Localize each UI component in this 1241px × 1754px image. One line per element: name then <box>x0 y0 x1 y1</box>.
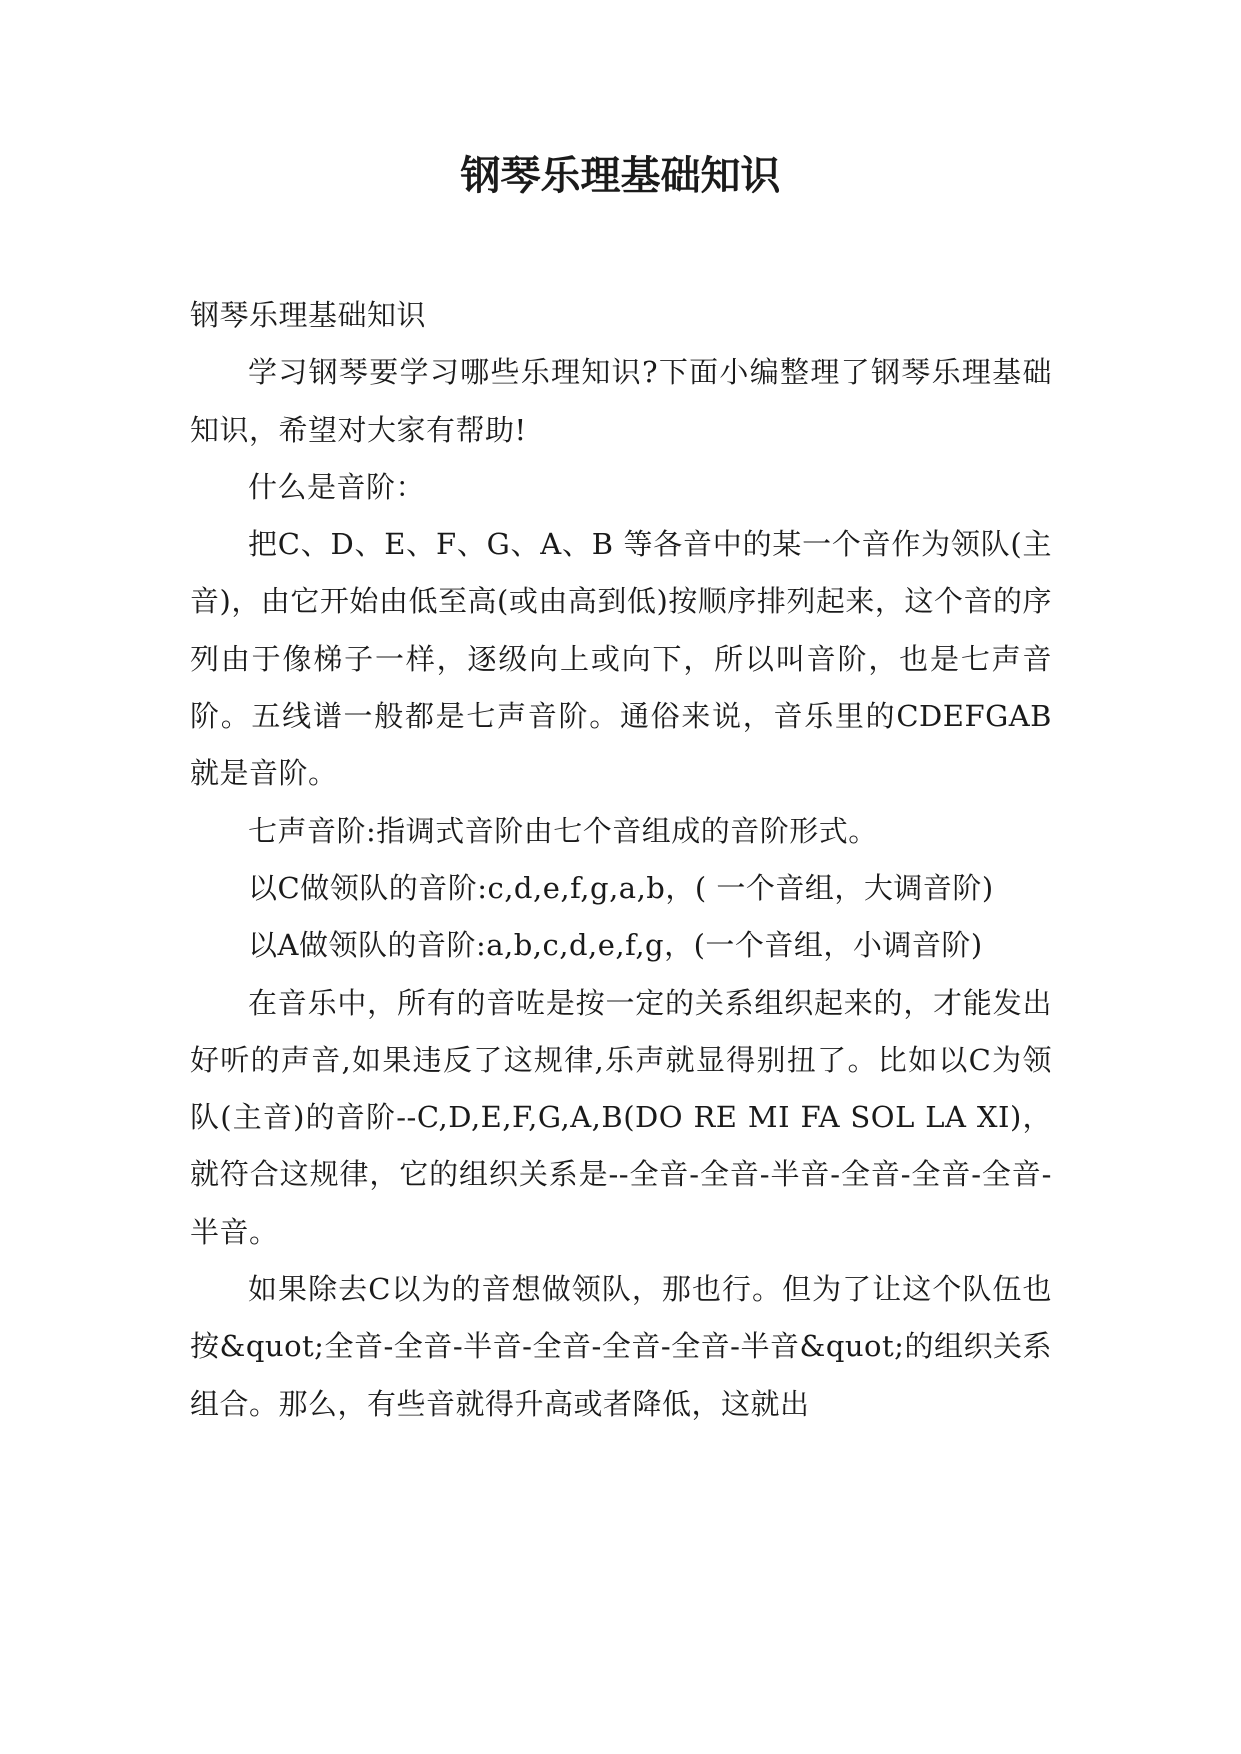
paragraph-a-minor-scale: 以A做领队的音阶:a,b,c,d,e,f,g，(一个音组，小调音阶) <box>248 928 983 963</box>
paragraph-c-major-scale: 以C做领队的音阶:c,d,e,f,g,a,b，( 一个音组，大调音阶) <box>248 870 994 905</box>
paragraph-other-tonic: 如果除去C以为的音想做领队，那也行。但为了让这个队伍也按&quot;全音-全音-半音-全音-全音-全音-半音&quot;的组织关系组合。那么，有些音就得升高或者降低，这就出 <box>190 1272 1052 1421</box>
paragraph-heptatonic-scale: 七声音阶:指调式音阶由七个音组成的音阶形式。 <box>248 813 878 848</box>
paragraph-intro: 学习钢琴要学习哪些乐理知识?下面小编整理了钢琴乐理基础知识，希望对大家有帮助! <box>190 355 1052 447</box>
paragraph-heading: 钢琴乐理基础知识 <box>190 298 427 332</box>
paragraph-scale-rules: 在音乐中，所有的音咗是按一定的关系组织起来的，才能发出好听的声音,如果违反了这规律,乐声就显得别扭了。比如以C为领队(主音)的音阶--C,D,E,F,G,A,B(DO RE MI FA SOL LA XI)，就符合这规律，它的组织关系是--全音-全音-半音-全音-全音-全音-半音。 <box>190 985 1052 1249</box>
paragraph-what-is-scale: 什么是音阶： <box>248 469 426 504</box>
paragraph-scale-definition: 把C、D、E、F、G、A、B 等各音中的某一个音作为领队(主音)，由它开始由低至高(或由高到低)按顺序排列起来，这个音的序列由于像梯子一样，逐级向上或向下，所以叫音阶，也是七声音阶。五线谱一般都是七声音阶。通俗来说，音乐里的CDEFGAB就是音阶。 <box>190 527 1052 791</box>
document-body <box>190 287 1052 1433</box>
document-title: 钢琴乐理基础知识 <box>460 152 781 199</box>
